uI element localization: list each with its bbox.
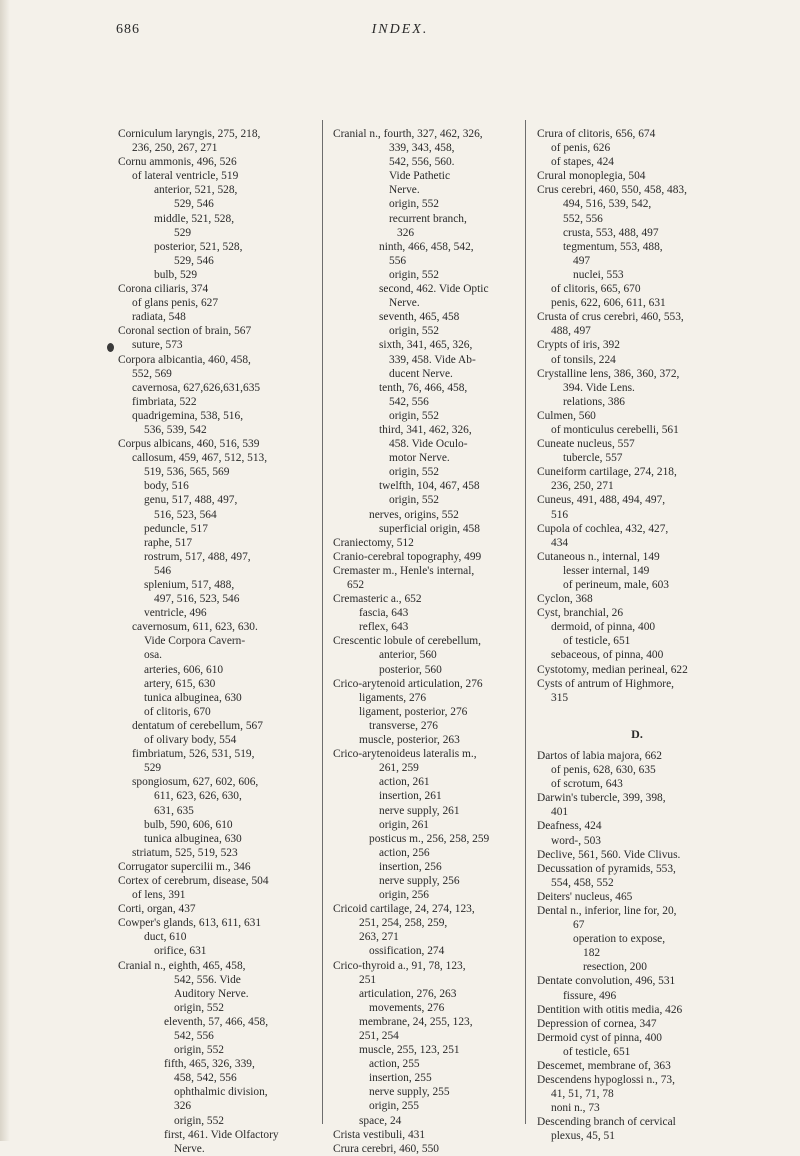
- column-rule-left: [322, 120, 323, 1124]
- index-entry: sebaceous, of pinna, 400: [551, 649, 664, 662]
- index-entry: origin, 552: [389, 409, 439, 422]
- index-entry: of penis, 626: [551, 142, 611, 155]
- index-entry: 339, 458. Vide Ab-: [389, 353, 476, 366]
- index-entry: origin, 552: [389, 268, 439, 281]
- index-entry: of lateral ventricle, 519: [132, 170, 239, 183]
- index-entry: middle, 521, 528,: [154, 212, 235, 225]
- index-entry: Crista vestibuli, 431: [333, 1128, 426, 1141]
- index-entry: Craniectomy, 512: [333, 536, 414, 549]
- index-entry: 519, 536, 565, 569: [144, 466, 230, 479]
- page-number: 686: [116, 22, 140, 37]
- index-entry: Crescentic lobule of cerebellum,: [333, 635, 482, 648]
- index-entry: of perineum, male, 603: [563, 579, 669, 591]
- index-entry: 261, 259: [379, 762, 419, 775]
- index-entry: Corti, organ, 437: [118, 903, 196, 916]
- index-entry: body, 516: [144, 480, 189, 493]
- index-entry: nerves, origins, 552: [369, 508, 459, 521]
- index-entry: Cupola of cochlea, 432, 427,: [537, 522, 669, 535]
- index-entry: origin, 552: [174, 1044, 224, 1057]
- index-entry: anterior, 560: [379, 649, 437, 662]
- index-entry: ninth, 466, 458, 542,: [379, 240, 474, 253]
- index-entry: of lens, 391: [132, 889, 186, 902]
- index-entry: Auditory Nerve.: [174, 987, 249, 1000]
- index-entry: Dentition with otitis media, 426: [537, 1003, 683, 1016]
- index-entry: callosum, 459, 467, 512, 513,: [132, 452, 268, 465]
- index-entry: ligament, posterior, 276: [359, 705, 468, 718]
- index-entry: arteries, 606, 610: [144, 663, 224, 676]
- index-entry: Crico-arytenoideus lateralis m.,: [333, 748, 477, 761]
- index-entry: of olivary body, 554: [144, 734, 237, 747]
- index-entry: Crural monoplegia, 504: [537, 170, 646, 183]
- index-entry: 529: [144, 762, 162, 775]
- index-entry: duct, 610: [144, 931, 187, 944]
- index-entry: Cuneate nucleus, 557: [537, 438, 635, 451]
- index-entry: ligaments, 276: [359, 691, 427, 704]
- index-entry: Descending branch of cervical: [537, 1116, 676, 1129]
- ink-blot: [107, 343, 114, 352]
- index-entry: 652: [347, 579, 365, 591]
- index-entry: Cortex of cerebrum, disease, 504: [118, 874, 269, 887]
- index-column-1: [118, 127, 308, 1156]
- index-entry: 516: [551, 508, 569, 521]
- index-entry: 529: [174, 226, 192, 239]
- index-entry: Deiters' nucleus, 465: [537, 890, 633, 903]
- index-entry: origin, 261: [379, 818, 429, 831]
- index-entry: insertion, 256: [379, 860, 442, 873]
- index-entry: recurrent branch,: [389, 212, 467, 225]
- index-entry: transverse, 276: [369, 719, 438, 732]
- index-entry: tunica albuginea, 630: [144, 832, 242, 845]
- index-entry: 67: [573, 919, 585, 932]
- index-c-entries: [537, 127, 737, 705]
- index-entry: tegmentum, 553, 488,: [563, 240, 663, 253]
- page-edge-shadow: [0, 0, 10, 1141]
- index-entry: 182: [583, 947, 601, 960]
- index-entry: Cremasteric a., 652: [333, 593, 422, 606]
- index-entry: 41, 51, 71, 78: [551, 1088, 614, 1101]
- index-entry: seventh, 465, 458: [379, 311, 460, 324]
- index-entry: of tonsils, 224: [551, 353, 616, 366]
- index-entry: movements, 276: [369, 1001, 445, 1014]
- index-entry: muscle, 255, 123, 251: [359, 1044, 460, 1057]
- index-entry: bulb, 529: [154, 268, 198, 281]
- index-entry: operation to expose,: [573, 933, 666, 946]
- index-entry: Nerve.: [389, 184, 420, 197]
- index-entry: origin, 552: [389, 198, 439, 211]
- index-entry: orifice, 631: [154, 945, 207, 958]
- index-entry: word-, 503: [551, 834, 601, 847]
- index-entry: 536, 539, 542: [144, 423, 207, 436]
- index-entry: dentatum of cerebellum, 567: [132, 719, 263, 732]
- index-entry: 542, 556. Vide: [174, 973, 241, 986]
- index-entry: Crusta of crus cerebri, 460, 553,: [537, 311, 684, 324]
- index-entry: peduncle, 517: [144, 522, 208, 535]
- index-entry: muscle, posterior, 263: [359, 734, 460, 747]
- index-entry: origin, 552: [389, 494, 439, 507]
- index-entry: Cyst, branchial, 26: [537, 607, 624, 620]
- index-entry: lesser internal, 149: [563, 564, 650, 577]
- index-entry: fimbriatum, 526, 531, 519,: [132, 748, 255, 761]
- index-entry: Cremaster m., Henle's internal,: [333, 564, 475, 577]
- index-entry: 488, 497: [551, 325, 591, 338]
- index-entry: bulb, 590, 606, 610: [144, 818, 233, 831]
- index-entry: Cysts of antrum of Highmore,: [537, 677, 674, 690]
- index-entry: dermoid, of pinna, 400: [551, 621, 656, 634]
- index-entry: action, 256: [379, 846, 430, 859]
- index-entry: 263, 271: [359, 931, 399, 944]
- index-entry: rostrum, 517, 488, 497,: [144, 550, 251, 563]
- index-entry: insertion, 255: [369, 1072, 432, 1085]
- index-entry: Cutaneous n., internal, 149: [537, 550, 660, 563]
- index-entry: of monticulus cerebelli, 561: [551, 423, 679, 436]
- index-entry: plexus, 45, 51: [551, 1130, 615, 1143]
- index-entry: 326: [174, 1100, 192, 1113]
- index-entry: Cyclon, 368: [537, 593, 593, 606]
- index-entry: fascia, 643: [359, 607, 409, 620]
- index-entry: nuclei, 553: [573, 268, 624, 281]
- index-entry: splenium, 517, 488,: [144, 579, 235, 591]
- index-entry: posterior, 521, 528,: [154, 240, 243, 253]
- index-entry: 631, 635: [154, 804, 194, 817]
- index-entry: Crypts of iris, 392: [537, 339, 620, 352]
- index-entry: Nerve.: [389, 297, 420, 310]
- index-entry: nerve supply, 261: [379, 804, 460, 817]
- index-entry: first, 461. Vide Olfactory: [164, 1128, 279, 1141]
- index-entry: twelfth, 104, 467, 458: [379, 480, 480, 493]
- index-column-3: [537, 127, 737, 1144]
- index-entry: 542, 556, 560.: [389, 156, 455, 169]
- index-entry: fissure, 496: [563, 989, 617, 1002]
- index-entry: 458, 542, 556: [174, 1072, 237, 1085]
- index-entry: anterior, 521, 528,: [154, 184, 238, 197]
- index-entry: penis, 622, 606, 611, 631: [551, 297, 666, 310]
- index-entry: spongiosum, 627, 602, 606,: [132, 776, 259, 789]
- index-entry: Vide Pathetic: [389, 170, 450, 183]
- index-entry: 529, 546: [174, 198, 214, 211]
- index-entry: of penis, 628, 630, 635: [551, 764, 656, 777]
- index-entry: tenth, 76, 466, 458,: [379, 381, 468, 394]
- index-entry: reflex, 643: [359, 621, 409, 634]
- index-entry: 542, 556: [174, 1030, 214, 1042]
- index-entry: 494, 516, 539, 542,: [563, 198, 652, 211]
- index-entry: Cranio-cerebral topography, 499: [333, 550, 482, 563]
- index-entry: fimbriata, 522: [132, 395, 197, 408]
- index-entry: Depression of cornea, 347: [537, 1017, 657, 1030]
- index-entry: origin, 552: [389, 325, 439, 338]
- index-entry: 401: [551, 806, 569, 819]
- index-entry: Corona ciliaris, 374: [118, 283, 209, 296]
- page-header: [0, 22, 800, 50]
- index-entry: origin, 256: [379, 889, 429, 902]
- index-entry: insertion, 261: [379, 790, 442, 803]
- index-entry: cavernosa, 627,626,631,635: [132, 381, 261, 394]
- index-entry: Corpus albicans, 460, 516, 539: [118, 438, 260, 451]
- index-entry: 516, 523, 564: [154, 508, 217, 521]
- index-entry: resection, 200: [583, 961, 647, 974]
- index-entry: 458. Vide Oculo-: [389, 438, 468, 451]
- index-entry: origin, 552: [174, 1114, 224, 1127]
- index-entry: posterior, 560: [379, 663, 442, 676]
- index-entry: ducent Nerve.: [389, 367, 453, 380]
- index-entry: tunica albuginea, 630: [144, 691, 242, 704]
- index-entry: 251: [359, 973, 377, 986]
- index-entry: Crura of clitoris, 656, 674: [537, 128, 656, 140]
- index-entry: 251, 254, 258, 259,: [359, 917, 448, 930]
- index-entry: 542, 556: [389, 395, 429, 408]
- index-entry: relations, 386: [563, 395, 626, 408]
- section-spacer: [537, 705, 737, 715]
- index-entry: 251, 254: [359, 1030, 399, 1042]
- index-entry: 326: [397, 226, 415, 239]
- index-entry: Cowper's glands, 613, 611, 631: [118, 917, 262, 930]
- index-entry: origin, 255: [369, 1100, 419, 1113]
- index-entry: Darwin's tubercle, 399, 398,: [537, 792, 666, 805]
- index-entry: cavernosum, 611, 623, 630.: [132, 621, 258, 634]
- index-entry: Cystotomy, median perineal, 622: [537, 663, 688, 676]
- index-entry: raphe, 517: [144, 536, 193, 549]
- index-entry: 236, 250, 267, 271: [132, 142, 218, 155]
- index-d-entries: [537, 749, 737, 1144]
- column-rule-right: [525, 120, 526, 1124]
- index-entry: of scrotum, 643: [551, 778, 623, 791]
- index-entry: Crico-arytenoid articulation, 276: [333, 677, 483, 690]
- running-head: INDEX.: [371, 22, 429, 37]
- index-entry: radiata, 548: [132, 311, 186, 324]
- index-entry: Descemet, membrane of, 363: [537, 1060, 671, 1072]
- index-entry: of testicle, 651: [563, 1045, 631, 1058]
- index-entry: articulation, 276, 263: [359, 987, 457, 1000]
- index-entry: 434: [551, 536, 569, 549]
- index-entry: origin, 552: [174, 1001, 224, 1014]
- index-entry: Corniculum laryngis, 275, 218,: [118, 128, 261, 140]
- index-entry: nerve supply, 255: [369, 1086, 450, 1099]
- index-entry: ossification, 274: [369, 945, 445, 958]
- index-entry: of testicle, 651: [563, 635, 631, 648]
- index-entry: Culmen, 560: [537, 409, 596, 422]
- index-entry: third, 341, 462, 326,: [379, 423, 472, 436]
- index-entry: striatum, 525, 519, 523: [132, 846, 238, 859]
- index-entry: sixth, 341, 465, 326,: [379, 339, 473, 352]
- index-entry: Crura cerebri, 460, 550: [333, 1142, 439, 1155]
- index-entry: Crus cerebri, 460, 550, 458, 483,: [537, 184, 687, 197]
- index-entry: Dermoid cyst of pinna, 400: [537, 1031, 662, 1044]
- index-entry: Corrugator supercilii m., 346: [118, 860, 251, 873]
- index-entry: 339, 343, 458,: [389, 142, 455, 155]
- index-entry: Crystalline lens, 386, 360, 372,: [537, 367, 680, 380]
- index-entry: fifth, 465, 326, 339,: [164, 1058, 255, 1071]
- index-entry: Cuneus, 491, 488, 494, 497,: [537, 494, 666, 507]
- index-entry: motor Nerve.: [389, 452, 450, 465]
- index-entry: 556: [389, 254, 407, 267]
- index-entry: posticus m., 256, 258, 259: [369, 832, 490, 845]
- index-entry: of clitoris, 665, 670: [551, 283, 641, 296]
- index-entry: nerve supply, 256: [379, 874, 460, 887]
- index-entry: Dental n., inferior, line for, 20,: [537, 904, 677, 917]
- index-entry: Cornu ammonis, 496, 526: [118, 156, 237, 169]
- index-entry: 315: [551, 691, 569, 704]
- index-entry: 546: [154, 564, 172, 577]
- index-entry: Cuneiform cartilage, 274, 218,: [537, 466, 677, 479]
- index-entry: Coronal section of brain, 567: [118, 325, 252, 338]
- index-entry: ophthalmic division,: [174, 1086, 268, 1099]
- index-entry: quadrigemina, 538, 516,: [132, 409, 244, 422]
- index-entry: Crico-thyroid a., 91, 78, 123,: [333, 959, 466, 972]
- index-entry: Descendens hypoglossi n., 73,: [537, 1074, 675, 1087]
- index-entry: 236, 250, 271: [551, 480, 614, 493]
- index-entry: of stapes, 424: [551, 156, 614, 169]
- index-entry: Vide Corpora Cavern-: [144, 635, 246, 648]
- index-entry: Decussation of pyramids, 553,: [537, 862, 676, 875]
- index-column-2: [333, 127, 519, 1156]
- index-entry: Nerve.: [174, 1142, 205, 1155]
- index-entry: crusta, 553, 488, 497: [563, 226, 659, 239]
- index-entry: osa.: [144, 649, 163, 662]
- index-entry: action, 255: [369, 1058, 420, 1071]
- index-entry: noni n., 73: [551, 1102, 600, 1115]
- index-entry: second, 462. Vide Optic: [379, 283, 489, 296]
- index-entry: Cricoid cartilage, 24, 274, 123,: [333, 903, 475, 916]
- index-entry: 497: [573, 254, 591, 267]
- index-entry: 529, 546: [174, 254, 214, 267]
- index-entry: action, 261: [379, 776, 430, 789]
- index-entry: artery, 615, 630: [144, 677, 216, 690]
- index-entry: Dentate convolution, 496, 531: [537, 975, 676, 988]
- index-entry: Declive, 561, 560. Vide Clivus.: [537, 848, 681, 861]
- index-entry: Dartos of labia majora, 662: [537, 749, 662, 762]
- index-entry: 552, 556: [563, 212, 603, 225]
- index-entry: tubercle, 557: [563, 452, 623, 465]
- index-entry: genu, 517, 488, 497,: [144, 494, 238, 507]
- index-entry: 497, 516, 523, 546: [154, 593, 240, 606]
- section-letter-d: D.: [631, 726, 643, 741]
- index-entry: 611, 623, 626, 630,: [154, 790, 242, 803]
- index-entry: superficial origin, 458: [379, 522, 480, 535]
- index-entry: 554, 458, 552: [551, 876, 614, 889]
- index-entry: 552, 569: [132, 367, 172, 380]
- index-entry: Cranial n., fourth, 327, 462, 326,: [333, 128, 483, 140]
- index-entry: of glans penis, 627: [132, 297, 219, 310]
- index-entry: origin, 552: [389, 466, 439, 479]
- index-entry: eleventh, 57, 466, 458,: [164, 1015, 269, 1028]
- index-entry: ventricle, 496: [144, 607, 207, 620]
- index-entry: Corpora albicantia, 460, 458,: [118, 353, 251, 366]
- index-entry: suture, 573: [132, 339, 183, 352]
- index-entry: Cranial n., eighth, 465, 458,: [118, 959, 246, 972]
- index-entry: space, 24: [359, 1114, 402, 1127]
- index-entry: 394. Vide Lens.: [563, 381, 635, 394]
- index-entry: of clitoris, 670: [144, 705, 211, 718]
- index-entry: membrane, 24, 255, 123,: [359, 1015, 473, 1028]
- index-entry: Deafness, 424: [537, 820, 602, 833]
